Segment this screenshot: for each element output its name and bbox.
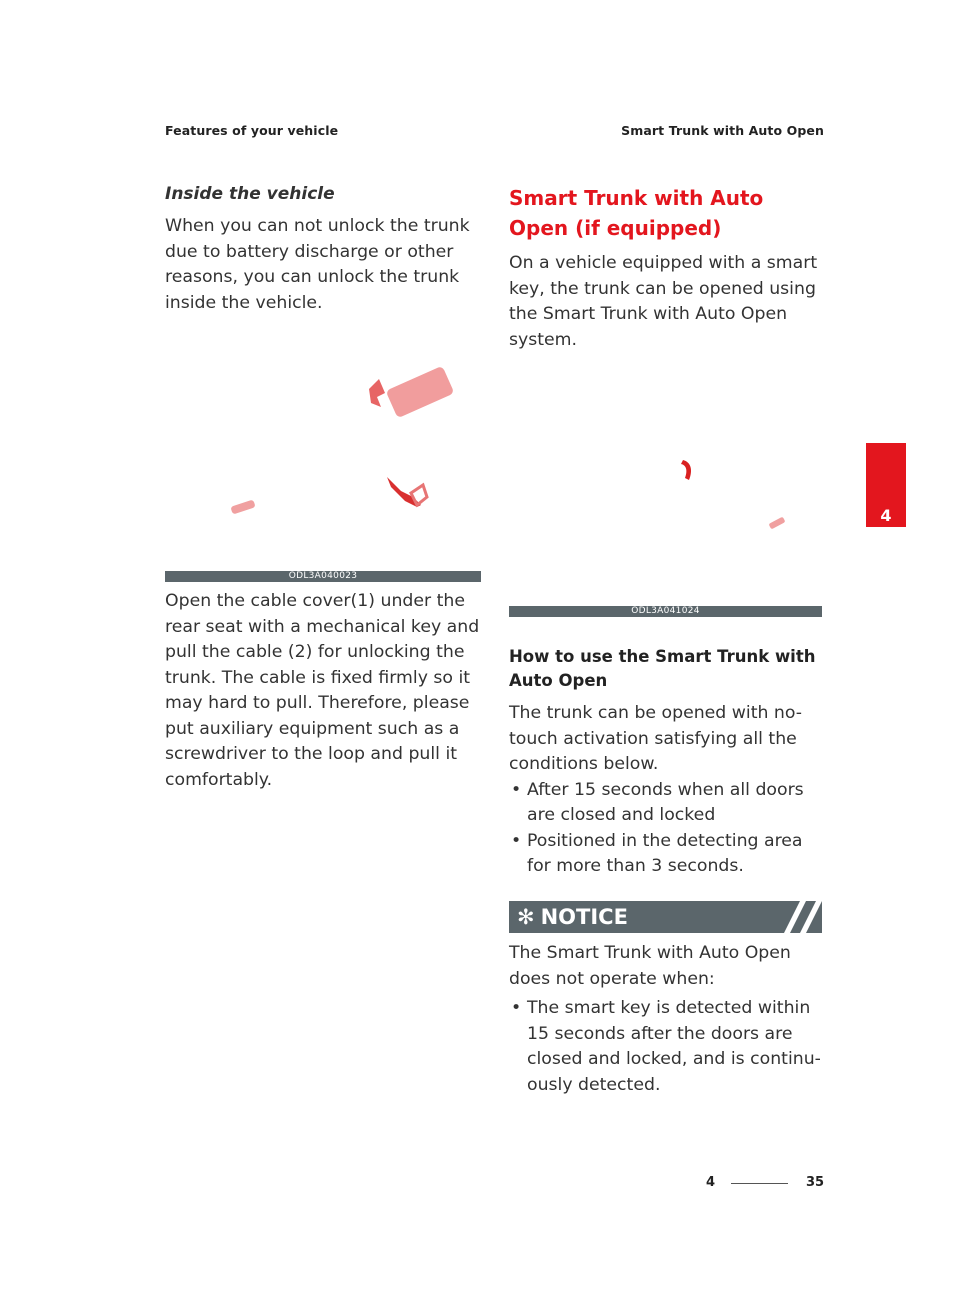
- bullet-dot-icon: •: [511, 998, 522, 1018]
- arrow-mark-icon: [369, 379, 385, 407]
- footer-page-number: 35: [806, 1175, 825, 1190]
- chapter-tab: [866, 443, 906, 527]
- condition-text: After 15 seconds when all doors are closed and locked: [527, 779, 804, 825]
- condition-item: [509, 829, 822, 880]
- left-column: [165, 184, 481, 316]
- how-to-section: [509, 645, 822, 880]
- condition-item: [509, 778, 822, 829]
- notice-text: The Smart Trunk with Auto Open does not operate when:: [509, 943, 791, 989]
- notice-label-group: [517, 903, 628, 931]
- smart-trunk-illustration: [509, 440, 822, 605]
- subheading-inside-vehicle: Inside the vehicle: [165, 184, 335, 204]
- asterisk-icon: ✻: [517, 905, 535, 929]
- notice-bullet-item: [509, 996, 822, 1098]
- how-to-heading: How to use the Smart Trunk with Auto Open: [509, 647, 816, 690]
- cable-instructions: Open the cable cover(1) under the rear seat with a mechanical key and pull the cable (2) for unlocking the trunk. The cable is fixed firmly so it may hard to pull. Therefore, please put auxiliary equipment such as a screwdriver to the loop and pull it comfortably.: [165, 591, 480, 790]
- left-column-instructions: [165, 589, 481, 793]
- condition-text: Positioned in the detecting area for more than 3 seconds.: [527, 830, 803, 876]
- how-to-text: The trunk can be opened with no-touch activation satisfying all the conditions below.: [509, 703, 803, 774]
- notice-stripes-icon: [770, 901, 822, 933]
- footer-divider: [731, 1183, 788, 1184]
- notice-label: NOTICE: [540, 905, 628, 929]
- sensor-mark: [769, 517, 786, 530]
- bullet-dot-icon: •: [511, 830, 522, 851]
- chapter-tab-label: 4: [880, 506, 892, 525]
- small-cover-mark: [230, 499, 255, 514]
- bullet-dot-icon: •: [511, 779, 522, 800]
- smart-trunk-intro: On a vehicle equipped with a smart key, the trunk can be opened using the Smart Trunk with Auto Open system.: [509, 253, 818, 350]
- inside-vehicle-intro: When you can not unlock the trunk due to battery discharge or other reasons, you can unlock the trunk inside the vehicle.: [165, 216, 470, 313]
- right-column: [509, 183, 822, 353]
- trunk-open-arrow-icon: [681, 460, 691, 480]
- notice-bar: [509, 901, 822, 933]
- section-title: Smart Trunk with Auto Open (if equipped): [509, 186, 764, 240]
- notice-bullet-text: The smart key is detected within 15 seconds after the doors are closed and locked, and is continu-ously detected.: [527, 998, 821, 1095]
- footer-chapter-number: 4: [706, 1175, 716, 1190]
- figure-caption-left: ODL3A040023: [165, 571, 481, 582]
- figure-caption-right: ODL3A041024: [509, 606, 822, 617]
- running-header-left: Features of your vehicle: [165, 123, 339, 138]
- cable-cover-shape: [386, 366, 455, 419]
- notice-content: [509, 941, 822, 1098]
- trunk-cable-illustration: [165, 355, 481, 570]
- running-header-right: Smart Trunk with Auto Open: [621, 123, 824, 138]
